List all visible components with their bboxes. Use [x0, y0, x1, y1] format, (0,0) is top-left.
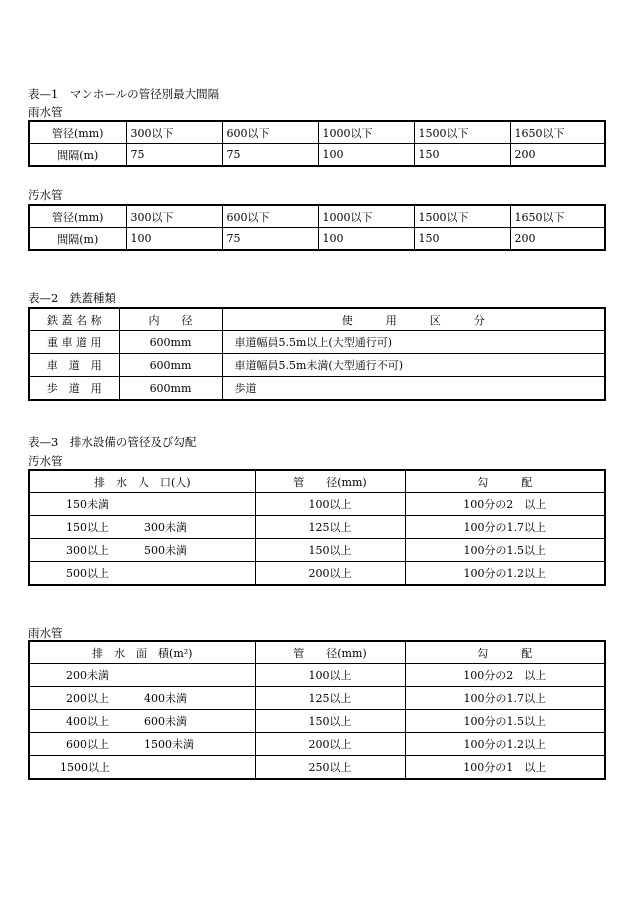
table-row: [29, 562, 605, 586]
table-cell: 1000以下: [318, 121, 414, 144]
table-row: [29, 664, 605, 687]
table-cell: 200以上: [255, 562, 405, 586]
table-cell: 管径(mm): [29, 205, 126, 228]
table-cell: 100以上: [255, 493, 405, 516]
table-row: [29, 228, 605, 251]
table-cell: 75: [222, 144, 318, 167]
table-cell: 150以上: [255, 539, 405, 562]
table-row: [29, 756, 605, 780]
table-cell: 1650以下: [510, 205, 605, 228]
table-cell: 100分の1.2以上: [405, 733, 605, 756]
table-row: [29, 121, 605, 144]
table-cell: 歩 道 用: [29, 377, 119, 401]
table1-caption: 表—1 マンホールの管径別最大間隔: [28, 87, 220, 101]
table-row: [29, 641, 605, 664]
table-cell: 75: [222, 228, 318, 251]
table-header: 勾 配: [405, 641, 605, 664]
table-header: 勾 配: [405, 470, 605, 493]
range-lower: 500以上: [66, 567, 109, 580]
drainage-rain-table: [28, 640, 606, 780]
iron-cover-table: [28, 307, 606, 401]
manhole-sewage-table: [28, 204, 606, 251]
range-upper: 500未満: [144, 544, 187, 557]
table-cell: 300以下: [126, 121, 222, 144]
table-cell: 150: [414, 228, 510, 251]
table-cell: [29, 687, 255, 710]
table-header: 排 水 人 口(人): [29, 470, 255, 493]
table-row: [29, 377, 605, 401]
table-row: [29, 144, 605, 167]
table-row: [29, 539, 605, 562]
table-cell: 1500以下: [414, 121, 510, 144]
table-header: 使 用 区 分: [222, 308, 605, 331]
table-cell: 200以上: [255, 733, 405, 756]
table-cell: 200: [510, 228, 605, 251]
table-cell: [29, 562, 255, 586]
table-row: [29, 308, 605, 331]
range-upper: 1500未満: [144, 738, 194, 751]
range-lower: 150以上: [66, 521, 109, 534]
table-row: [29, 710, 605, 733]
table-cell: 100分の1.2以上: [405, 562, 605, 586]
table-cell: 車道幅員5.5m未満(大型通行不可): [222, 354, 605, 377]
table-cell: [29, 733, 255, 756]
table-cell: 歩道: [222, 377, 605, 401]
table-row: [29, 687, 605, 710]
table-cell: 600mm: [119, 354, 222, 377]
table-row: [29, 354, 605, 377]
range-upper: 600未満: [144, 715, 187, 728]
table-cell: 100: [126, 228, 222, 251]
table-cell: 100以上: [255, 664, 405, 687]
table-header: 管 径(mm): [255, 641, 405, 664]
table-cell: 200: [510, 144, 605, 167]
table-cell: 100: [318, 228, 414, 251]
table-cell: 75: [126, 144, 222, 167]
table-row: [29, 331, 605, 354]
table3-rain-label: 雨水管: [28, 626, 63, 640]
table-cell: 100分の1.5以上: [405, 710, 605, 733]
table-cell: 1650以下: [510, 121, 605, 144]
range-lower: 150未満: [66, 498, 109, 511]
table-cell: 150: [414, 144, 510, 167]
table-row: [29, 470, 605, 493]
table-header: 内 径: [119, 308, 222, 331]
range-upper: 400未満: [144, 692, 187, 705]
table-cell: [29, 516, 255, 539]
manhole-rain-table: [28, 120, 606, 167]
table-header: 管 径(mm): [255, 470, 405, 493]
table-cell: 125以上: [255, 687, 405, 710]
table-cell: 100: [318, 144, 414, 167]
range-lower: 200未満: [66, 669, 109, 682]
table-cell: 100分の1 以上: [405, 756, 605, 780]
table-cell: 車道幅員5.5m以上(大型通行可): [222, 331, 605, 354]
table-cell: 重 車 道 用: [29, 331, 119, 354]
table1-sewage-label: 汚水管: [28, 188, 63, 202]
table-cell: 管径(mm): [29, 121, 126, 144]
range-lower: 600以上: [66, 738, 109, 751]
table-cell: 100分の1.5以上: [405, 539, 605, 562]
table-cell: 300以下: [126, 205, 222, 228]
range-upper: 300未満: [144, 521, 187, 534]
table3-caption: 表—3 排水設備の管径及び勾配: [28, 435, 197, 449]
range-lower: 1500以上: [60, 761, 110, 774]
table-cell: [29, 756, 255, 780]
table-cell: [29, 493, 255, 516]
table-row: [29, 205, 605, 228]
table-cell: 1500以下: [414, 205, 510, 228]
table-row: [29, 493, 605, 516]
table-cell: [29, 664, 255, 687]
table-cell: 600mm: [119, 377, 222, 401]
table2-caption: 表—2 鉄蓋種類: [28, 291, 116, 305]
drainage-sewage-table: [28, 469, 606, 586]
range-lower: 300以上: [66, 544, 109, 557]
table-cell: 間隔(m): [29, 228, 126, 251]
range-lower: 200以上: [66, 692, 109, 705]
table-cell: 100分の1.7以上: [405, 516, 605, 539]
table-cell: 600以下: [222, 121, 318, 144]
table-cell: 100分の1.7以上: [405, 687, 605, 710]
table-cell: 600mm: [119, 331, 222, 354]
table-cell: [29, 710, 255, 733]
table-row: [29, 733, 605, 756]
table-header: 鉄 蓋 名 称: [29, 308, 119, 331]
table-cell: 250以上: [255, 756, 405, 780]
table-cell: 車 道 用: [29, 354, 119, 377]
table-cell: 間隔(m): [29, 144, 126, 167]
table-cell: 600以下: [222, 205, 318, 228]
table-cell: 150以上: [255, 710, 405, 733]
table-cell: 100分の2 以上: [405, 493, 605, 516]
table1-rain-label: 雨水管: [28, 105, 63, 119]
table3-sewage-label: 汚水管: [28, 454, 63, 468]
range-lower: 400以上: [66, 715, 109, 728]
table-row: [29, 516, 605, 539]
table-header: 排 水 面 積(m²): [29, 641, 255, 664]
table-cell: [29, 539, 255, 562]
table-cell: 125以上: [255, 516, 405, 539]
table-cell: 1000以下: [318, 205, 414, 228]
table-cell: 100分の2 以上: [405, 664, 605, 687]
